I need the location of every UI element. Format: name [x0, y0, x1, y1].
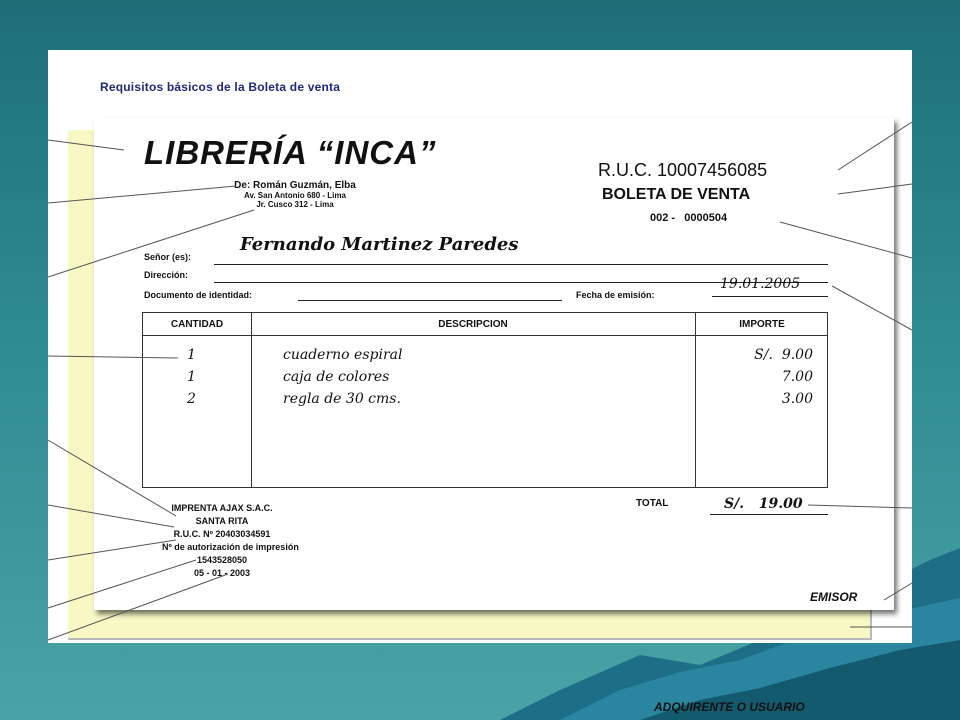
issuer-block	[190, 180, 400, 209]
printer-info	[162, 502, 299, 580]
printer-auth-date: 05 - 01 - 2003	[193, 568, 251, 578]
direccion-label: Dirección:	[144, 270, 189, 280]
fecha-line	[712, 296, 828, 297]
ruc-number: R.U.C. 10007456085	[598, 160, 768, 180]
row-3-importe: 3.00	[781, 391, 813, 407]
total-amount: S/. 19.00	[724, 496, 803, 512]
issuer-address-2: Jr. Cusco 312 - Lima	[256, 200, 334, 209]
fecha-label: Fecha de emisión:	[576, 290, 655, 300]
col-header-descripcion: DESCRIPCION	[438, 319, 508, 330]
col-header-cantidad: CANTIDAD	[170, 319, 224, 330]
row-3-descripcion: regla de 30 cms.	[283, 391, 401, 407]
documento-line	[298, 300, 562, 301]
row-1-descripcion: cuaderno espiral	[283, 347, 403, 363]
issuer-owner: De: Román Guzmán, Elba	[234, 180, 356, 191]
items-table	[142, 312, 828, 488]
documento-label: Documento de identidad:	[144, 290, 252, 300]
row-1-cantidad: 1	[187, 347, 196, 363]
senor-line	[214, 264, 828, 265]
slide-canvas	[48, 50, 912, 714]
slide-title: Requisitos básicos de la Boleta de venta	[100, 80, 341, 94]
shop-name: LIBRERÍA “INCA”	[144, 134, 437, 171]
document-type: BOLETA DE VENTA	[602, 186, 751, 203]
printer-ruc: R.U.C. Nº 20403034591	[173, 529, 271, 539]
printer-auth-label: Nº de autorización de impresión	[162, 542, 299, 552]
row-2-importe: 7.00	[781, 369, 813, 385]
issuer-address-1: Av. San Antonio 680 - Lima	[244, 191, 346, 200]
row-1-importe: S/. 9.00	[754, 347, 813, 363]
issuer-copy-label: EMISOR	[810, 590, 858, 604]
customer-name: Fernando Martinez Paredes	[240, 234, 519, 255]
row-2-descripcion: caja de colores	[283, 369, 390, 385]
senor-label: Señor (es):	[144, 252, 192, 262]
col-header-importe: IMPORTE	[739, 319, 785, 330]
document-number: 002 - 0000504	[650, 212, 728, 224]
receipt-sheet	[94, 118, 894, 610]
row-2-cantidad: 1	[187, 369, 196, 385]
printer-location: SANTA RITA	[195, 516, 249, 526]
issue-date: 19.01.2005	[720, 276, 801, 292]
row-3-cantidad: 2	[187, 391, 196, 407]
total-label: TOTAL	[636, 498, 669, 509]
printer-name: IMPRENTA AJAX S.A.C.	[171, 503, 273, 513]
customer-copy-label: ADQUIRENTE O USUARIO	[654, 700, 805, 714]
printer-auth-number: 1543528050	[196, 555, 248, 565]
